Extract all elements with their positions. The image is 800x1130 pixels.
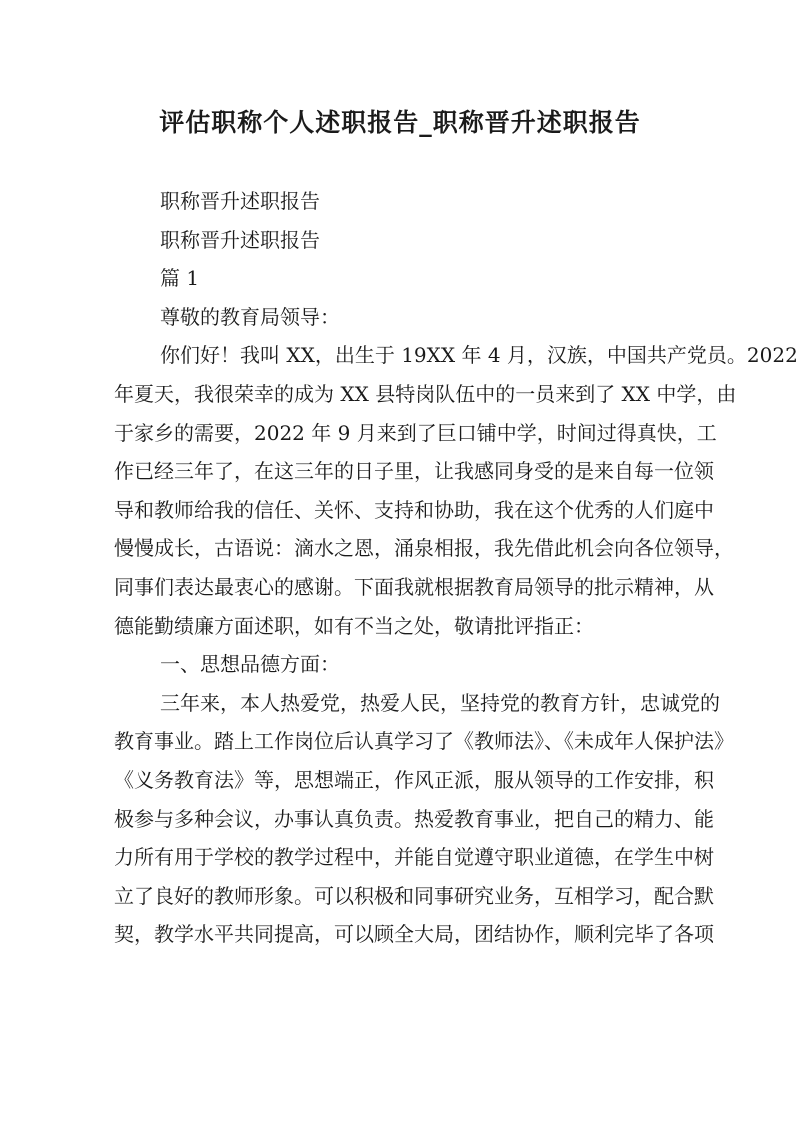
part-label: 篇 1 [160, 266, 200, 291]
paragraph-ideology [114, 684, 734, 954]
paragraph-line: 三年来，本人热爱党，热爱人民，坚持党的教育方针，忠诚党的 [160, 690, 720, 715]
paragraph-line: 《义务教育法》等，思想端正，作风正派，服从领导的工作安排，积 [114, 767, 714, 792]
paragraph-line: 你们好！我叫 XX，出生于 19XX 年 4 月，汉族，中国共产党员。2022 [160, 343, 798, 368]
paragraph-line: 立了良好的教师形象。可以积极和同事研究业务，互相学习，配合默 [114, 883, 714, 908]
paragraph-line: 教育事业。踏上工作岗位后认真学习了《教师法》、《未成年人保护法》 [114, 729, 734, 754]
salutation: 尊敬的教育局领导： [160, 304, 340, 329]
paragraph-line: 力所有用于学校的教学过程中，并能自觉遵守职业道德，在学生中树 [114, 845, 714, 870]
paragraph-line: 年夏天，我很荣幸的成为 XX 县特岗队伍中的一员来到了 XX 中学，由 [114, 381, 737, 406]
paragraph-line: 契，教学水平共同提高，可以顾全大局，团结协作，顺利完毕了各项 [114, 922, 714, 947]
paragraph-line: 德能勤绩廉方面述职，如有不当之处，敬请批评指正： [114, 613, 594, 638]
heading-2: 职称晋升述职报告 [160, 227, 320, 252]
paragraph-intro [114, 336, 798, 645]
heading-1: 职称晋升述职报告 [160, 189, 320, 213]
paragraph-line: 极参与多种会议，办事认真负责。热爱教育事业，把自己的精力、能 [114, 806, 714, 831]
paragraph-line: 于家乡的需要，2022 年 9 月来到了巨口铺中学，时间过得真快，工 [114, 420, 717, 445]
paragraph-line: 慢慢成长，古语说：滴水之恩，涌泉相报，我先借此机会向各位领导， [114, 536, 734, 561]
document-title: 评估职称个人述职报告_职称晋升述职报告 [159, 108, 641, 137]
section-heading: 一、思想品德方面： [160, 652, 340, 677]
paragraph-line: 作已经三年了，在这三年的日子里，让我感同身受的是来自每一位领 [114, 459, 714, 484]
document-body [114, 182, 798, 954]
paragraph-line: 同事们表达最衷心的感谢。下面我就根据教育局领导的批示精神，从 [114, 574, 714, 599]
paragraph-line: 导和教师给我的信任、关怀、支持和协助，我在这个优秀的人们庭中 [114, 497, 714, 522]
